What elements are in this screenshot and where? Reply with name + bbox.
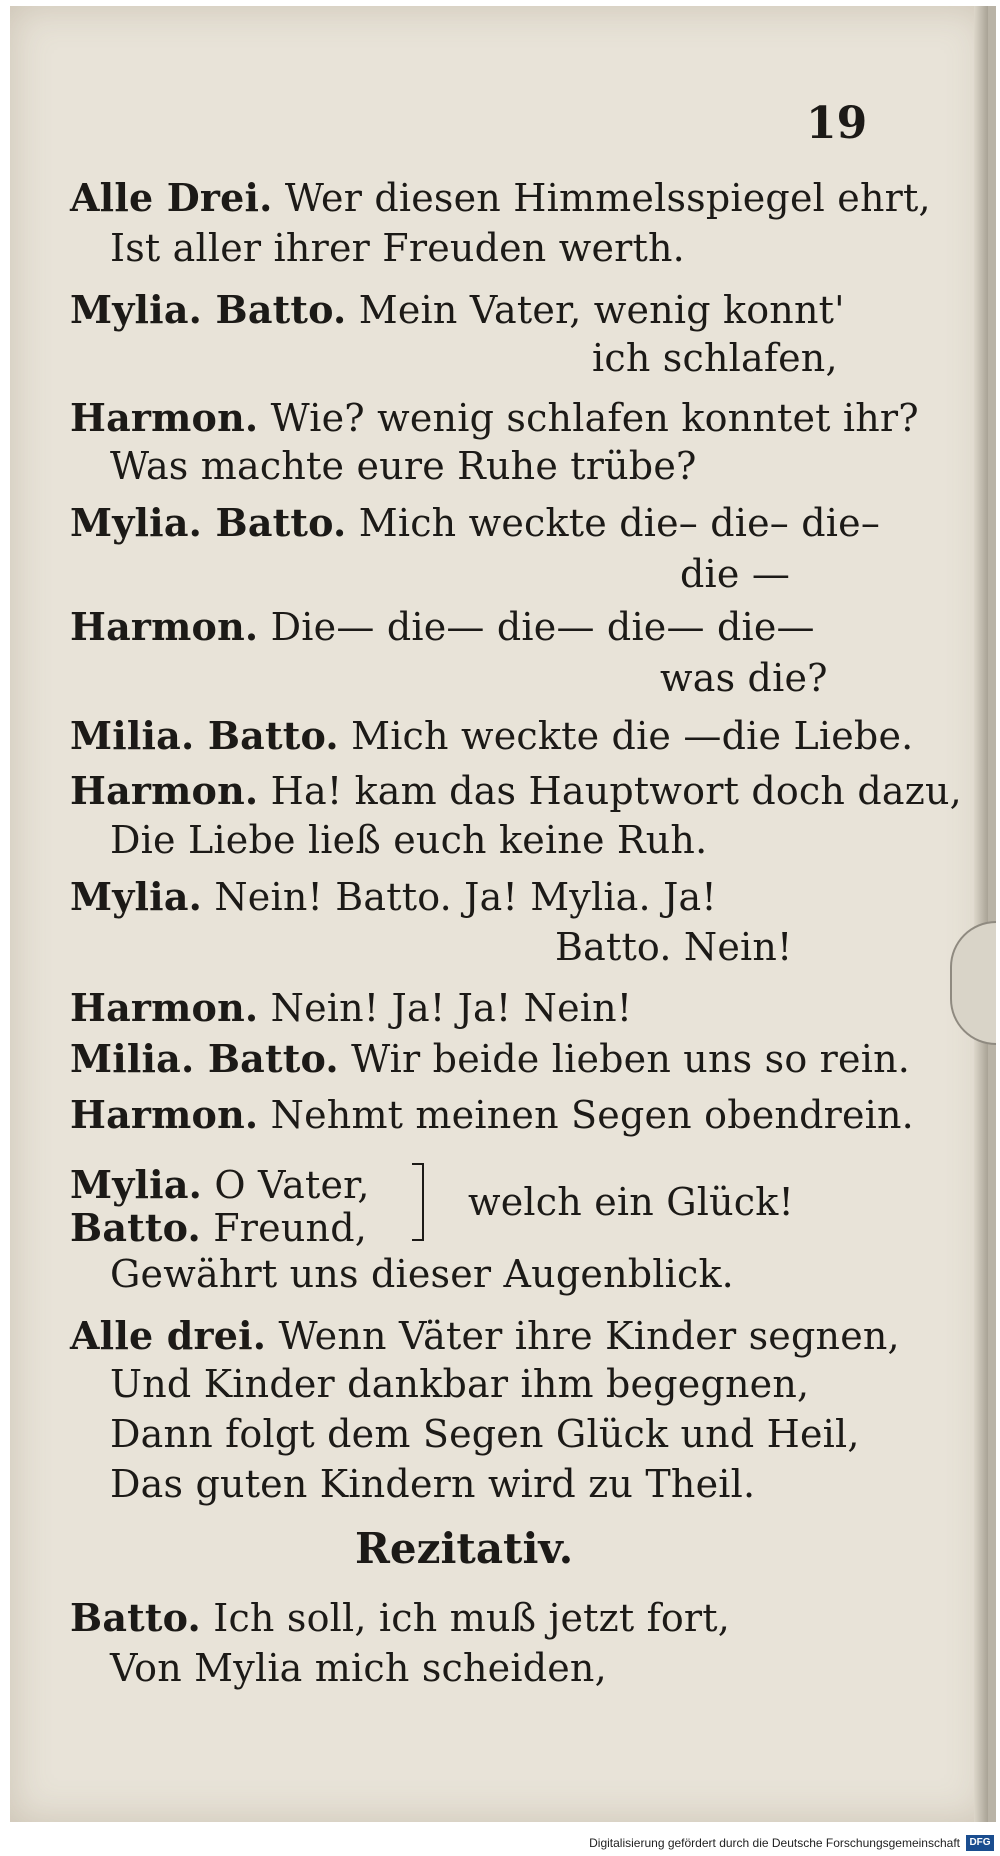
verse-text: O Vater,	[214, 1163, 370, 1207]
text-line	[70, 1595, 730, 1640]
page-number: 19	[806, 98, 868, 149]
text-line	[70, 713, 913, 758]
verse-text: Batto. Nein!	[555, 925, 793, 969]
text-line	[70, 1036, 910, 1081]
section-heading: Rezitativ.	[355, 1524, 574, 1573]
text-line	[555, 925, 793, 969]
text-line	[70, 287, 845, 332]
verse-text: Nehmt meinen Segen obendrein.	[270, 1093, 914, 1137]
speaker-label: Harmon.	[70, 1092, 259, 1137]
verse-text: Das guten Kindern wird zu Theil.	[110, 1462, 756, 1506]
verse-text: Wir beide lieben uns so rein.	[351, 1037, 911, 1081]
verse-text: ich schlafen,	[592, 336, 838, 380]
verse-text: Nein! Ja! Ja! Nein!	[270, 986, 633, 1030]
speaker-label: Harmon.	[70, 985, 259, 1030]
verse-text: welch ein Glück!	[468, 1180, 794, 1224]
verse-text: Ha! kam das Hauptwort doch dazu,	[270, 769, 962, 813]
text-line	[110, 226, 685, 270]
speaker-label: Milia. Batto.	[70, 713, 339, 758]
text-line	[70, 1162, 370, 1207]
speaker-label: Mylia.	[70, 874, 203, 919]
text-line	[680, 552, 790, 596]
text-line	[468, 1180, 794, 1224]
brace	[412, 1163, 424, 1241]
speaker-label: Milia. Batto.	[70, 1036, 339, 1081]
verse-text: Dann folgt dem Segen Glück und Heil,	[110, 1412, 860, 1456]
text-line	[110, 818, 707, 862]
text-line	[110, 1252, 734, 1296]
speaker-label: Mylia. Batto.	[70, 500, 347, 545]
text-line	[110, 444, 697, 488]
speaker-label: Mylia. Batto.	[70, 287, 347, 332]
dfg-logo-icon: DFG	[966, 1835, 994, 1851]
text-line	[110, 1646, 607, 1690]
verse-text: Mich weckte die– die– die–	[358, 501, 881, 545]
text-line	[70, 395, 919, 440]
text-line	[110, 1412, 860, 1456]
verse-text: Und Kinder dankbar ihm begegnen,	[110, 1362, 810, 1406]
verse-text: Wenn Väter ihre Kinder segnen,	[278, 1314, 900, 1358]
text-line	[70, 1205, 367, 1250]
text-line	[70, 874, 717, 919]
speaker-label: Harmon.	[70, 768, 259, 813]
speaker-label: Mylia.	[70, 1162, 203, 1207]
bookmark-tab	[950, 921, 996, 1045]
verse-text: Die— die— die— die— die—	[270, 605, 815, 649]
text-line	[70, 1092, 914, 1137]
verse-text: was die?	[660, 656, 828, 700]
verse-text: Freund,	[213, 1206, 368, 1250]
speaker-label: Alle drei.	[70, 1313, 267, 1358]
verse-text: Wie? wenig schlafen konntet ihr?	[270, 396, 919, 440]
text-line	[70, 1313, 900, 1358]
funding-footer: Digitalisierung gefördert durch die Deutsche Forschungsgemeinschaft	[589, 1836, 960, 1850]
text-line	[592, 336, 838, 380]
speaker-label: Alle Drei.	[70, 175, 273, 220]
page-edge	[974, 6, 988, 1822]
verse-text: Was machte eure Ruhe trübe?	[110, 444, 697, 488]
text-line	[70, 175, 931, 220]
text-line	[660, 656, 828, 700]
speaker-label: Batto.	[70, 1205, 201, 1250]
text-line	[70, 768, 962, 813]
text-line	[70, 500, 880, 545]
verse-text: Gewährt uns dieser Augenblick.	[110, 1252, 734, 1296]
verse-text: die —	[680, 552, 791, 596]
speaker-label: Batto.	[70, 1595, 201, 1640]
text-line	[70, 604, 815, 649]
verse-text: Die Liebe ließ euch keine Ruh.	[110, 818, 708, 862]
verse-text: Von Mylia mich scheiden,	[110, 1646, 607, 1690]
text-line	[70, 985, 632, 1030]
verse-text: Mich weckte die —die Liebe.	[351, 714, 914, 758]
text-line	[110, 1362, 809, 1406]
verse-text: Ich soll, ich muß jetzt fort,	[213, 1596, 731, 1640]
text-line	[110, 1462, 755, 1506]
verse-text: Ist aller ihrer Freuden werth.	[110, 226, 685, 270]
speaker-label: Harmon.	[70, 604, 259, 649]
verse-text: Wer diesen Himmelsspiegel ehrt,	[284, 176, 931, 220]
speaker-label: Harmon.	[70, 395, 259, 440]
verse-text: Mein Vater, wenig konnt'	[358, 288, 845, 332]
verse-text: Nein! Batto. Ja! Mylia. Ja!	[214, 875, 717, 919]
